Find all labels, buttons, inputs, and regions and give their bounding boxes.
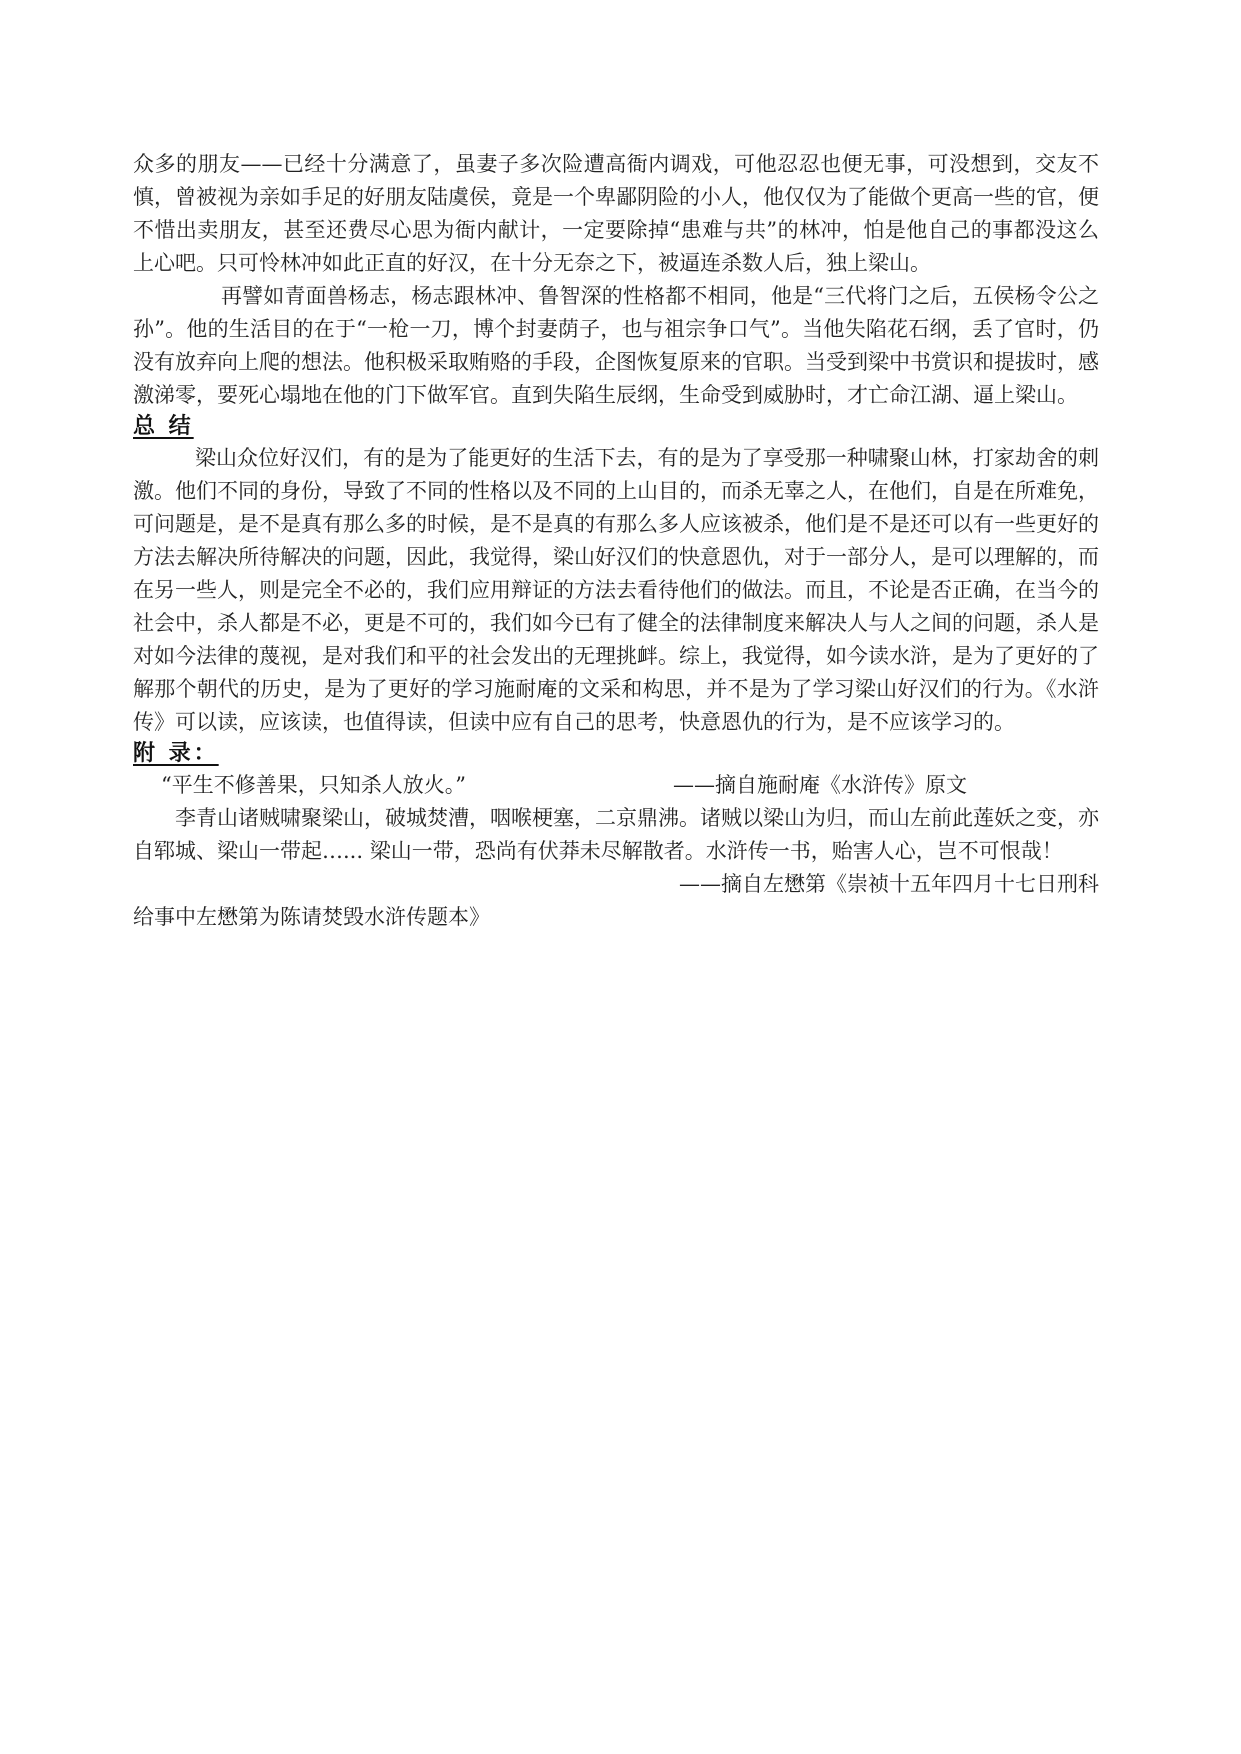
appendix-quote-source: ——摘自左懋第《崇祯十五年四月十七日刑科 bbox=[679, 872, 1099, 896]
appendix-quote-source-continued: 给事中左懋第为陈请焚毁水浒传题本》 bbox=[133, 905, 490, 929]
appendix-quote-source: ——摘自施耐庵《水浒传》原文 bbox=[673, 773, 967, 797]
summary-paragraph: 梁山众位好汉们，有的是为了能更好的生活下去，有的是为了享受那一种啸聚山林，打家劫舍的刺激。他们不同的身份，导致了不同的性格以及不同的上山目的，而杀无辜之人，在他们，自是在所难免，可问题是，是不是真有那么多的时候，是不是真的有那么多人应该被杀，他们是不是还可以有一些更好的方法去解决所待解决的问题，因此，我觉得，梁山好汉们的快意恩仇，对于一部分人，是可以理解的，而在另一些人，则是完全不必的，我们应用辩证的方法去看待他们的做法。而且，不论是否正确，在当今的社会中，杀人都是不必，更是不可的，我们如今已有了健全的法律制度来解决人与人之间的问题，杀人是对如今法律的蔑视，是对我们和平的社会发出的无理挑衅。综上，我觉得，如今读水浒，是为了更好的了解那个朝代的历史，是为了更好的学习施耐庵的文采和构思，并不是为了学习梁山好汉们的行为。《水浒传》可以读，应该读，也值得读，但读中应有自己的思考，快意恩仇的行为，是不应该学习的。 bbox=[133, 446, 1099, 734]
appendix-quote-row bbox=[133, 769, 1099, 802]
appendix-quote: 李青山诸贼啸聚梁山，破城焚漕，咽喉梗塞，二京鼎沸。诸贼以梁山为归，而山左前此莲妖之变，亦自郓城、梁山一带起…... 梁山一带，恐尚有伏莽未尽解散者。水浒传一书，贻害人心，岂不可恨哉！ bbox=[133, 806, 1099, 863]
body-paragraph: 众多的朋友——已经十分满意了，虽妻子多次险遭高衙内调戏，可他忍忍也便无事，可没想到，交友不慎，曾被视为亲如手足的好朋友陆虞侯，竟是一个卑鄙阴险的小人，他仅仅为了能做个更高一些的官，便不惜出卖朋友，甚至还费尽心思为衙内献计，一定要除掉“患难与共”的林冲，怕是他自己的事都没这么上心吧。只可怜林冲如此正直的好汉，在十分无奈之下，被逼连杀数人后，独上梁山。 bbox=[133, 152, 1099, 275]
document-page bbox=[133, 148, 1099, 934]
body-paragraph: 再譬如青面兽杨志，杨志跟林冲、鲁智深的性格都不相同，他是“三代将门之后，五侯杨令公之孙”。他的生活目的在于“一枪一刀，博个封妻荫子，也与祖宗争口气”。当他失陷花石纲，丢了官时，仍没有放弃向上爬的想法。他积极采取贿赂的手段，企图恢复原来的官职。当受到梁中书赏识和提拔时，感激涕零，要死心塌地在他的门下做军官。直到失陷生辰纲，生命受到威胁时，才亡命江湖、逼上梁山。 bbox=[133, 284, 1099, 407]
section-heading-summary: 总 结 bbox=[133, 414, 194, 439]
section-heading-appendix: 附 录： bbox=[133, 741, 219, 766]
appendix-quote: “平生不修善果，只知杀人放火。” bbox=[161, 773, 466, 797]
